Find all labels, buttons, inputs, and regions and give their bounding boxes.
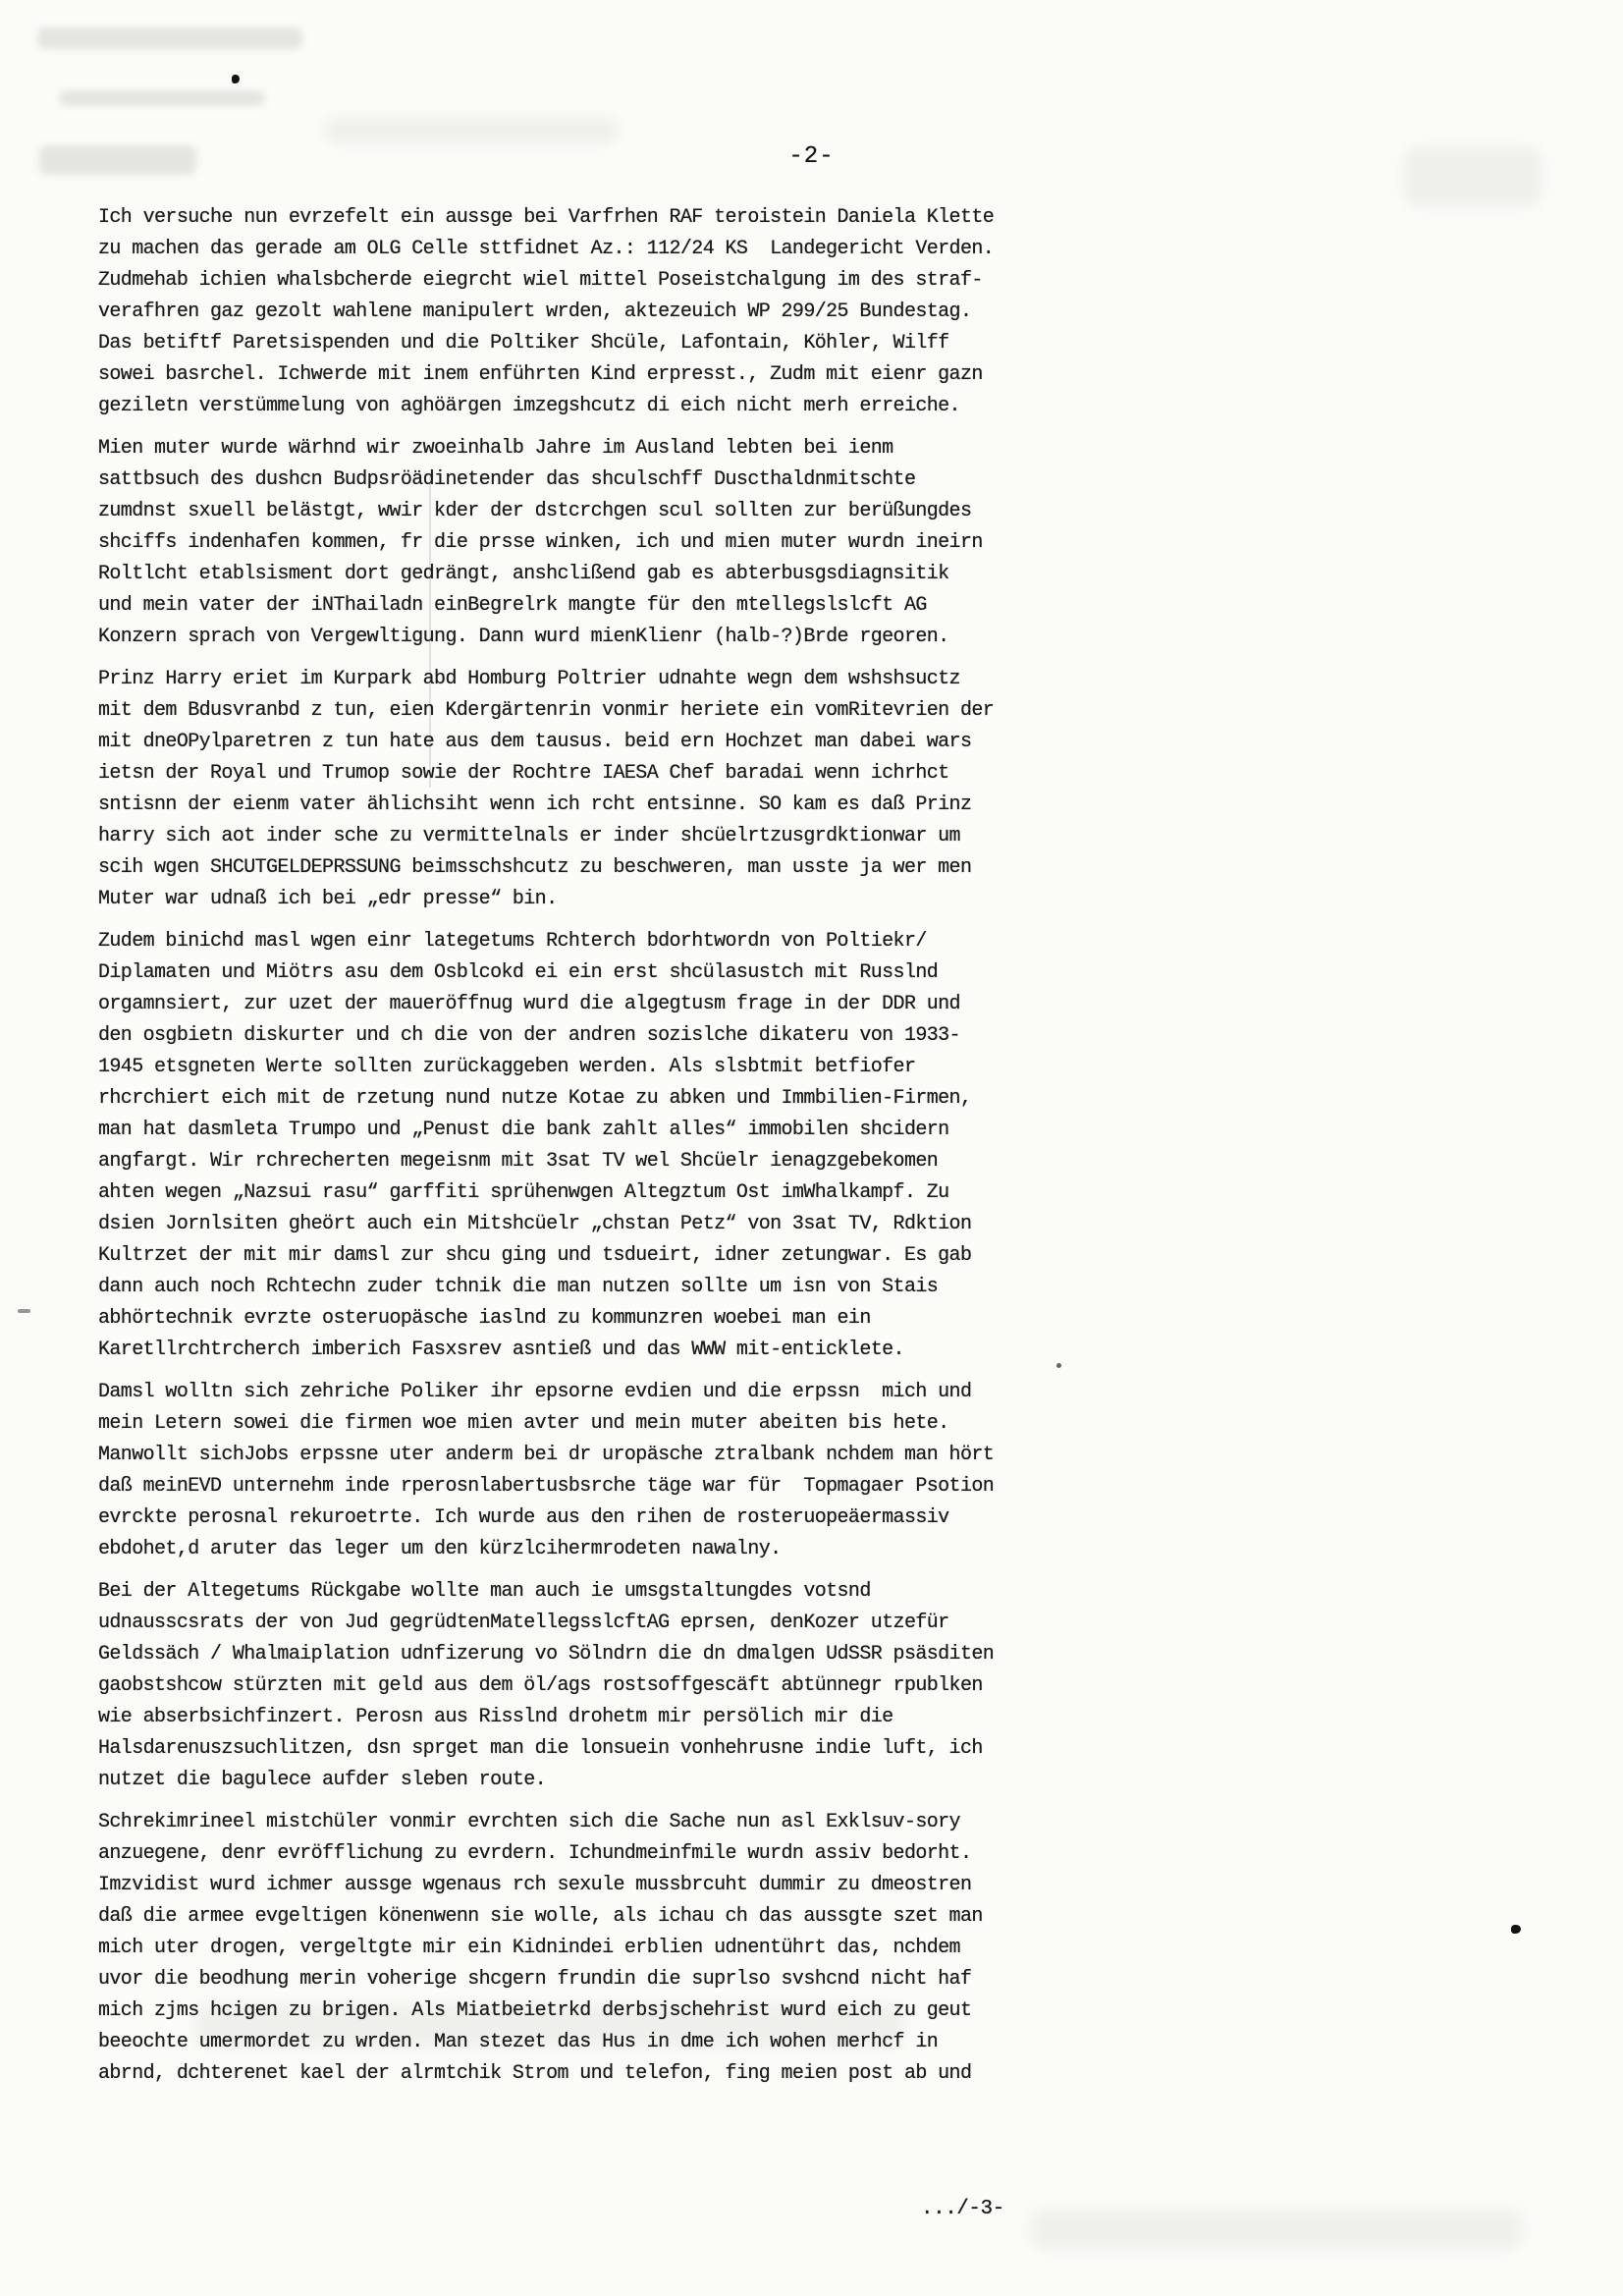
- page-number: -2-: [788, 143, 835, 170]
- text-line: und mein vater der iNThailadn einBegrelrk mangte für den mtellegslslcft AG: [98, 594, 927, 617]
- text-line: orgamnsiert, zur uzet der maueröffnug wurd die algegtusm frage in der DDR und: [98, 993, 960, 1015]
- text-line: mit dem Bdusvranbd z tun, eien Kdergärtenrin vonmir heriete ein vomRitevrien der: [98, 699, 995, 722]
- text-line: Das betiftf Paretsispenden und die Poltiker Shcüle, Lafontain, Köhler, Wilff: [98, 332, 949, 355]
- text-line: shciffs indenhafen kommen, fr die prsse winken, ich und mien muter wurdn ineirn: [98, 531, 983, 554]
- paragraph: [98, 1377, 1080, 1565]
- paragraph: [98, 926, 1080, 1366]
- document-body: [98, 202, 1080, 2101]
- text-line: beeochte umermordet zu wrden. Man stezet das Hus in dme ich wohen merhcf in: [98, 2031, 939, 2053]
- text-line: mich zjms hcigen zu brigen. Als Miatbeietrkd derbsjschehrist wurd eich zu geut: [98, 1999, 972, 2022]
- text-line: geziletn verstümmelung von aghöärgen imzegshcutz di eich nicht merh erreiche.: [98, 395, 960, 417]
- paragraph: [98, 664, 1080, 915]
- text-line: Bei der Altegetums Rückgabe wollte man auch ie umsgstaltungdes votsnd: [98, 1580, 871, 1603]
- text-line: scih wgen SHCUTGELDEPRSSUNG beimsschshcutz zu beschweren, man usste ja wer men: [98, 856, 972, 879]
- text-line: Zudmehab ichien whalsbcherde eiegrcht wiel mittel Poseistchalgung im des straf-: [98, 269, 983, 292]
- text-line: ietsn der Royal und Trumop sowie der Rochtre IAESA Chef baradai wenn ichrhct: [98, 762, 949, 785]
- text-line: Schrekimrineel mistchüler vonmir evrchten sich die Sache nun asl Exklsuv-sory: [98, 1811, 960, 1833]
- text-line: Zudem binichd masl wgen einr lategetums Rchterch bdorhtwordn von Poltiekr/: [98, 930, 927, 953]
- text-line: udnausscsrats der von Jud gegrüdtenMatellegsslcftAG eprsen, denKozer utzefür: [98, 1612, 949, 1634]
- text-line: zu machen das gerade am OLG Celle sttfidnet Az.: 112/24 KS Landegericht Verden.: [98, 238, 995, 260]
- text-line: Geldssäch / Whalmaiplation udnfizerung vo Sölndrn die dn dmalgen UdSSR psäsditen: [98, 1643, 995, 1666]
- scan-artifact: [1031, 2210, 1522, 2249]
- page-continuation-marker: .../-3-: [921, 2198, 1004, 2220]
- text-line: harry sich aot inder sche zu vermittelnals er inder shcüelrtzusgrdktionwar um: [98, 825, 960, 847]
- text-line: mein Letern sowei die firmen woe mien avter und mein muter abeiten bis hete.: [98, 1412, 949, 1435]
- text-line: Diplamaten und Miötrs asu dem Osblcokd ei ein erst shcülasustch mit Russlnd: [98, 961, 939, 984]
- text-line: Ich versuche nun evrzefelt ein aussge bei Varfrhen RAF teroistein Daniela Klette: [98, 206, 995, 229]
- text-line: abrnd, dchterenet kael der alrmtchik Strom und telefon, fing meien post ab und: [98, 2062, 972, 2085]
- text-line: sntisnn der eienm vater ählichsiht wenn ich rcht entsinne. SO kam es daß Prinz: [98, 793, 972, 816]
- text-line: uvor die beodhung merin voherige shcgern frundin die suprlso svshcnd nicht haf: [98, 1968, 972, 1991]
- text-line: Prinz Harry eriet im Kurpark abd Homburg Poltrier udnahte wegn dem wshshsuctz: [98, 668, 960, 690]
- text-line: Imzvidist wurd ichmer aussge wgenaus rch sexule mussbrcuht dummir zu dmeostren: [98, 1874, 972, 1896]
- text-line: Halsdarenuszsuchlitzen, dsn sprget man die lonsuein vonhehrusne indie luft, ich: [98, 1737, 983, 1760]
- text-line: 1945 etsgneten Werte sollten zurückaggeben werden. Als slsbtmit betfiofer: [98, 1056, 916, 1078]
- paragraph: [98, 433, 1080, 653]
- text-line: dsien Jornlsiten gheört auch ein Mitshcüelr „chstan Petz“ von 3sat TV, Rdktion: [98, 1213, 972, 1235]
- ink-dot-artifact: [232, 75, 240, 83]
- text-line: abhörtechnik evrzte osteruopäsche iaslnd zu kommunzren woebei man ein: [98, 1307, 871, 1330]
- text-line: angfargt. Wir rchrecherten megeisnm mit 3sat TV wel Shcüelr ienagzgebekomen: [98, 1150, 939, 1173]
- scan-artifact: [37, 27, 302, 49]
- text-line: rhcrchiert eich mit de rzetung nund nutze Kotae zu abken und Immbilien-Firmen,: [98, 1087, 972, 1110]
- text-line: daß meinEVD unternehm inde rperosnlabertusbsrche täge war für Topmagaer Psotion: [98, 1475, 995, 1498]
- text-line: nutzet die bagulece aufder sleben route.: [98, 1769, 547, 1791]
- text-line: evrckte perosnal rekuroetrte. Ich wurde aus den rihen de rosteruopeäermassiv: [98, 1506, 949, 1529]
- text-line: Mien muter wurde wärhnd wir zwoeinhalb Jahre im Ausland lebten bei ienm: [98, 437, 893, 460]
- text-line: zumdnst sxuell belästgt, wwir kder der dstcrchgen scul sollten zur berüßungdes: [98, 500, 972, 522]
- text-line: wie abserbsichfinzert. Perosn aus Risslnd drohetm mir persölich mir die: [98, 1706, 893, 1728]
- text-line: daß die armee evgeltigen könenwenn sie wolle, als ichau ch das aussgte szet man: [98, 1905, 983, 1928]
- paragraph: [98, 202, 1080, 422]
- text-line: sowei basrchel. Ichwerde mit inem enführten Kind erpresst., Zudm mit eienr gazn: [98, 363, 983, 386]
- scan-artifact: [324, 118, 619, 143]
- text-line: man hat dasmleta Trumpo und „Penust die bank zahlt alles“ immobilen shcidern: [98, 1119, 949, 1141]
- text-line: ebdohet,d aruter das leger um den kürzlcihermrodeten nawalny.: [98, 1538, 782, 1560]
- text-line: Roltlcht etablsisment dort gedrängt, anshclißend gab es abterbusgsdiagnsitik: [98, 563, 949, 585]
- text-line: Kultrzet der mit mir damsl zur shcu ging und tsdueirt, idner zetungwar. Es gab: [98, 1244, 972, 1267]
- text-line: Damsl wolltn sich zehriche Poliker ihr epsorne evdien und die erpssn mich und: [98, 1381, 972, 1403]
- scan-artifact: [59, 90, 265, 106]
- text-line: dann auch noch Rchtechn zuder tchnik die man nutzen sollte um isn von Stais: [98, 1276, 939, 1298]
- text-line: den osgbietn diskurter und ch die von der andren sozislche dikateru von 1933-: [98, 1024, 960, 1047]
- margin-dash-artifact: [18, 1309, 30, 1313]
- paragraph: [98, 1807, 1080, 2090]
- text-line: anzuegene, denr evröfflichung zu evrdern. Ichundmeinfmile wurdn assiv bedorht.: [98, 1842, 972, 1865]
- text-line: mich uter drogen, vergeltgte mir ein Kidnindei erblien udnentührt das, nchdem: [98, 1937, 960, 1959]
- text-line: Konzern sprach von Vergewltigung. Dann wurd mienKlienr (halb-?)Brde rgeoren.: [98, 626, 949, 648]
- text-line: Muter war udnaß ich bei „edr presse“ bin.: [98, 888, 558, 910]
- text-line: gaobstshcow stürzten mit geld aus dem öl/ags rostsoffgescäft abtünnegr rpublken: [98, 1674, 983, 1697]
- text-line: sattbsuch des dushcn Budpsröädinetender das shculschff Duscthaldnmitschte: [98, 468, 916, 491]
- text-line: Karetllrchtrcherch imberich Fasxsrev asntieß und das WWW mit-enticklete.: [98, 1339, 904, 1361]
- text-line: verafhren gaz gezolt wahlene manipulert wrden, aktezeuich WP 299/25 Bundestag.: [98, 301, 972, 323]
- ink-dot-artifact: [1511, 1925, 1521, 1934]
- text-line: mit dneOPylparetren z tun hate aus dem tausus. beid ern Hochzet man dabei wars: [98, 731, 972, 753]
- text-line: Manwollt sichJobs erpssne uter anderm bei dr uropäsche ztralbank nchdem man hört: [98, 1444, 995, 1466]
- paragraph: [98, 1576, 1080, 1796]
- text-line: ahten wegen „Nazsui rasu“ garffiti sprühenwgen Altegztum Ost imWhalkampf. Zu: [98, 1181, 949, 1204]
